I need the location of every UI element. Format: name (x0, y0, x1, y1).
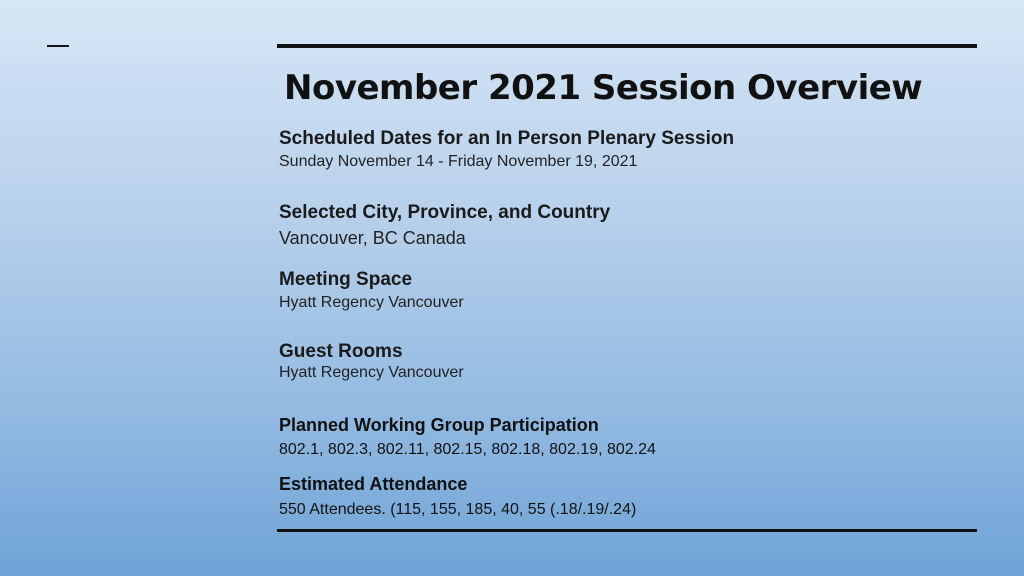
section-value: 802.1, 802.3, 802.11, 802.15, 802.18, 802.19, 802.24 (279, 441, 656, 458)
section-guest-rooms (279, 341, 464, 382)
section-meeting-space (279, 269, 464, 312)
corner-dash-decoration (47, 45, 69, 47)
section-heading: Estimated Attendance (279, 474, 468, 494)
section-scheduled-dates (279, 128, 734, 171)
section-heading: Meeting Space (279, 269, 413, 290)
section-value: Sunday November 14 - Friday November 19, 2021 (279, 153, 638, 170)
section-heading: Guest Rooms (279, 341, 403, 362)
bottom-rule (277, 529, 977, 532)
section-heading: Planned Working Group Participation (279, 415, 599, 435)
title-top-rule (277, 44, 977, 48)
slide-title: November 2021 Session Overview (284, 68, 923, 108)
section-value: Vancouver, BC Canada (279, 228, 466, 248)
section-value: Hyatt Regency Vancouver (279, 364, 464, 381)
section-heading: Selected City, Province, and Country (279, 202, 611, 223)
section-heading: Scheduled Dates for an In Person Plenary Session (279, 128, 735, 149)
section-attendance (279, 474, 636, 519)
section-value: 550 Attendees. (115, 155, 185, 40, 55 (.18/.19/.24) (279, 501, 637, 518)
section-working-groups (279, 415, 656, 459)
section-value: Hyatt Regency Vancouver (279, 294, 464, 311)
section-location (279, 202, 610, 249)
